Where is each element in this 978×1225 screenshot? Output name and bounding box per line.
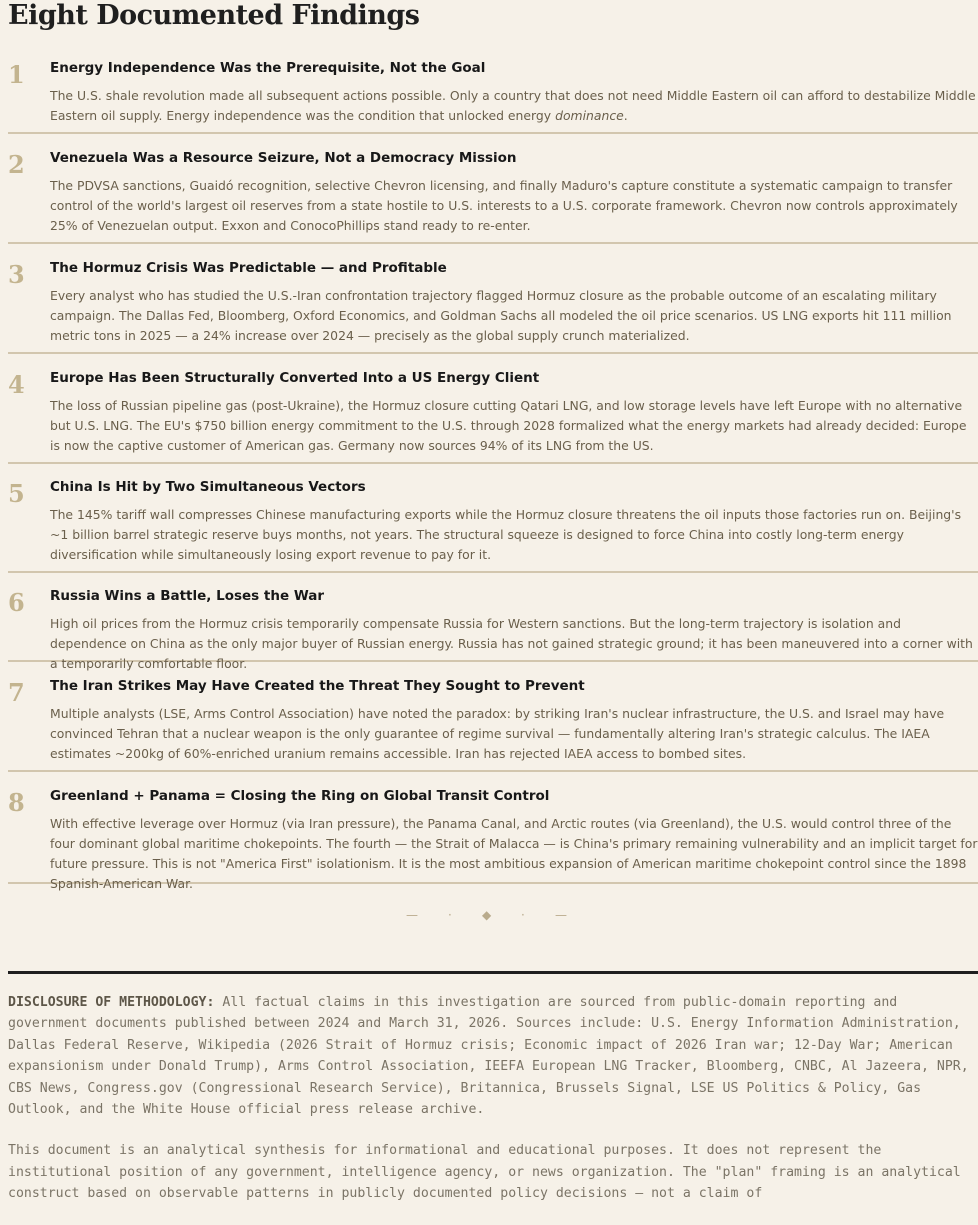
- finding-title: Europe Has Been Structurally Converted Into a US Energy Client: [50, 370, 540, 386]
- finding-title: Energy Independence Was the Prerequisite, Not the Goal: [50, 60, 486, 76]
- ornament-dot: ·: [448, 908, 452, 922]
- finding-number: 1: [8, 60, 25, 89]
- finding-title: Greenland + Panama = Closing the Ring on Global Transit Control: [50, 788, 550, 804]
- finding-title: The Iran Strikes May Have Created the Threat They Sought to Prevent: [50, 678, 585, 694]
- finding-item: [8, 588, 978, 671]
- finding-body: The PDVSA sanctions, Guaidó recognition, selective Chevron licensing, and finally Maduro's capture constitute a systematic campaign to transfer control of the world's largest oil reserves from a state hostile to U.S. interests to a U.S. corporate framework. Chevron now controls approximately 25% of Venezuelan output. Exxon and ConocoPhillips stand ready to re-enter.: [50, 178, 958, 233]
- finding-number: 8: [8, 788, 25, 817]
- finding-item: [8, 260, 978, 354]
- finding-item: [8, 788, 978, 891]
- finding-body: With effective leverage over Hormuz (via Iran pressure), the Panama Canal, and Arctic routes (via Greenland), the U.S. would control three of the four dominant global maritime chokepoints. The fourth — the Strait of Malacca — is China's primary remaining vulnerability and an implicit target for future pressure. This is not "America First" isolationism. It is the most ambitious expansion of American maritime chokepoint control since the 1898 Spanish-American War.: [50, 816, 978, 891]
- finding-title: The Hormuz Crisis Was Predictable — and Profitable: [50, 260, 447, 276]
- disclosure-label: DISCLOSURE OF METHODOLOGY:: [8, 995, 215, 1010]
- finding-title: China Is Hit by Two Simultaneous Vectors: [50, 479, 366, 495]
- section-ornament: [0, 908, 978, 926]
- disclosure-paragraph: [8, 992, 973, 1120]
- finding-item: [8, 60, 978, 134]
- disclosure-text: All factual claims in this investigation are sourced from public-domain reporting and government documents published between 2024 and March 31, 2026. Sources include: U.S. Energy Information Administration, Dallas Federal Reserve, Wikipedia (2026 Strait of Hormuz crisis; Economic impact of 2026 Iran war; 12-Day War; American expansionism under Donald Trump), Arms Control Association, IEEFA European LNG Tracker, Bloomberg, CNBC, Al Jazeera, NPR, CBS News, Congress.gov (Congressional Research Service), Britannica, Brussels Signal, LSE US Politics & Policy, Gas Outlook, and the White House official press release archive.: [8, 995, 969, 1118]
- finding-body: Multiple analysts (LSE, Arms Control Association) have noted the paradox: by striking Iran's nuclear infrastructure, the U.S. and Israel may have convinced Tehran that a nuclear weapon is the only guarantee of regime survival — fundamentally altering Iran's strategic calculus. The IAEA estimates ~200kg of 60%-enriched uranium remains accessible. Iran has rejected IAEA access to bombed sites.: [50, 706, 945, 761]
- finding-body: Every analyst who has studied the U.S.-Iran confrontation trajectory flagged Hormuz closure as the probable outcome of an escalating military campaign. The Dallas Fed, Bloomberg, Oxford Economics, and Goldman Sachs all modeled the oil price scenarios. US LNG exports hit 111 million metric tons in 2025 — a 24% increase over 2024 — precisely as the global supply crunch materialized.: [50, 288, 952, 343]
- finding-body: The loss of Russian pipeline gas (post-Ukraine), the Hormuz closure cutting Qatari LNG, and low storage levels have left Europe with no alternative but U.S. LNG. The EU's $750 billion energy commitment to the U.S. through 2028 formalized what the energy markets had already decided: Europe is now the captive customer of American gas. Germany now sources 94% of its LNG from the US.: [50, 398, 967, 453]
- finding-emphasis: dominance: [555, 108, 624, 123]
- finding-number: 4: [8, 370, 25, 399]
- finding-body: High oil prices from the Hormuz crisis temporarily compensate Russia for Western sanctions. But the long-term trajectory is isolation and dependence on China as the only major buyer of Russian energy. Russia has not gained strategic ground; it has been maneuvered into a corner with a temporarily comfortable floor.: [50, 616, 973, 671]
- finding-number: 6: [8, 588, 25, 617]
- finding-title: Venezuela Was a Resource Seizure, Not a Democracy Mission: [50, 150, 517, 166]
- finding-number: 7: [8, 678, 25, 707]
- section-title: Eight Documented Findings: [8, 0, 420, 31]
- finding-item: [8, 150, 978, 244]
- disclosure-paragraph-2: This document is an analytical synthesis for informational and educational purposes. It does not represent the institutional position of any government, intelligence agency, or news organization. The "plan" framing is an analytical construct based on observable patterns in publicly documented policy decisions — not a claim of: [8, 1143, 961, 1202]
- methodology-disclosure: [8, 992, 973, 1225]
- finding-item: [8, 370, 978, 464]
- finding-body: The 145% tariff wall compresses Chinese manufacturing exports while the Hormuz closure threatens the oil inputs those factories run on. Beijing's ~1 billion barrel strategic reserve buys months, not years. The structural squeeze is designed to force China into costly long-term energy diversification while simultaneously losing export revenue to pay for it.: [50, 507, 962, 562]
- finding-number: 5: [8, 479, 25, 508]
- ornament-dash: —: [406, 908, 418, 922]
- finding-title: Russia Wins a Battle, Loses the War: [50, 588, 325, 604]
- finding-item: [8, 678, 978, 772]
- ornament-diamond: ◆: [482, 908, 492, 922]
- ornament-dot: ·: [521, 908, 525, 922]
- finding-number: 3: [8, 260, 25, 289]
- ornament-dash: —: [555, 908, 567, 922]
- finding-number: 2: [8, 150, 25, 179]
- finding-body: The U.S. shale revolution made all subsequent actions possible. Only a country that does not need Middle Eastern oil can afford to destabilize Middle Eastern oil supply. Energy independence was the condition that unlocked energy dominance.: [50, 88, 976, 123]
- finding-item: [8, 479, 978, 573]
- heavy-rule: [8, 971, 978, 974]
